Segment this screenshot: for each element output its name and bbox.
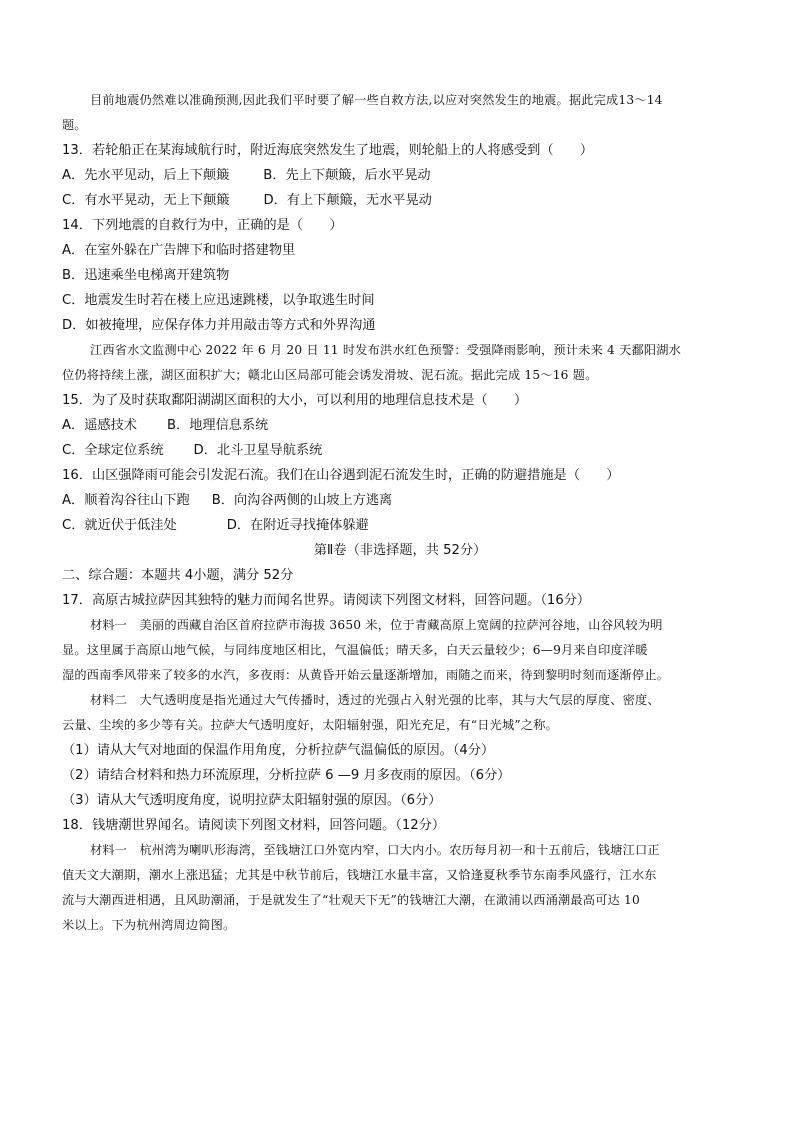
q13-options-ab xyxy=(62,163,738,188)
intro-15-16-line2: 位仍将持续上涨，湖区面积扩大；赣北山区局部可能会诱发滑坡、泥石流。据此完成 15～16 题。 xyxy=(62,368,598,382)
intro-13-14-line2: 题。 xyxy=(62,118,87,132)
q14-option-b: B．迅速乘坐电梯离开建筑物 xyxy=(62,268,230,283)
q18-material1-line4: 米以上。下为杭州湾周边简图。 xyxy=(62,918,236,932)
q17-stem: 17．高原古城拉萨因其独特的魅力而闻名世界。请阅读下列图文材料，回答问题。（16分） xyxy=(62,593,591,608)
q18-stem: 18．钱塘潮世界闻名。请阅读下列图文材料，回答问题。（12分） xyxy=(62,818,446,833)
q15-option-c: C．全球定位系统 xyxy=(62,443,164,458)
q16-option-b: B．向沟谷两侧的山坡上方逃离 xyxy=(211,493,393,508)
q17-subquestion-2: （2）请结合材料和热力环流原理，分析拉萨 6 —9 月多夜雨的原因。（6分） xyxy=(62,768,511,783)
q16-option-c: C．就近伏于低洼处 xyxy=(62,518,177,533)
intro-13-14-line1: 目前地震仍然难以准确预测,因此我们平时要了解一些自救方法,以应对突然发生的地震。据此完成13～14 xyxy=(90,93,663,107)
q16-option-d: D．在附近寻找掩体躲避 xyxy=(226,518,369,533)
section2-title: 第Ⅱ卷（非选择题，共 52分） xyxy=(313,543,487,558)
q15-options-ab xyxy=(62,413,738,438)
q14-stem: 14．下列地震的自救行为中，正确的是（ ） xyxy=(62,218,343,233)
q13-option-b: B．先上下颠簸，后水平晃动 xyxy=(263,168,431,183)
q15-option-a: A．遥感技术 xyxy=(62,418,137,433)
q15-option-b: B．地理信息系统 xyxy=(166,418,269,433)
q14-option-d: D．如被掩埋，应保存体力并用敲击等方式和外界沟通 xyxy=(62,318,376,333)
q13-option-c: C．有水平晃动，无上下颠簸 xyxy=(62,193,230,208)
q16-options-ab xyxy=(62,488,738,513)
q17-material1-line1: 材料一 美丽的西藏自治区首府拉萨市海拔 3650 米，位于青藏高原上宽阔的拉萨河谷地，山谷风较为明 xyxy=(90,618,663,632)
q13-option-a: A．先水平见动，后上下颠簸 xyxy=(62,168,230,183)
q17-subquestion-3: （3）请从大气透明度角度，说明拉萨太阳辐射强的原因。（6分） xyxy=(62,793,442,808)
q18-material1-line1: 材料一 杭州湾为喇叭形海湾，至钱塘江口外宽内窄，口大内小。农历每月初一和十五前后，钱塘江口正 xyxy=(90,843,660,857)
q15-stem: 15．为了及时获取鄱阳湖湖区面积的大小，可以利用的地理信息技术是（ ） xyxy=(62,393,528,408)
q17-material2-line2: 云量、尘埃的多少等有关。拉萨大气透明度好，太阳辐射强，阳光充足，有“日光城”之称。 xyxy=(62,718,558,732)
q13-stem: 13．若轮船正在某海域航行时，附近海底突然发生了地震，则轮船上的人将感受到（ ） xyxy=(62,143,594,158)
intro-15-16-line1: 江西省水文监测中心 2022 年 6 月 20 日 11 时发布洪水红色预警：受强降雨影响，预计未来 4 天鄱阳湖水 xyxy=(90,343,682,357)
q14-option-a: A．在室外躲在广告牌下和临时搭建物里 xyxy=(62,243,296,258)
q13-option-d: D．有上下颠簸，无水平晃动 xyxy=(263,193,432,208)
q14-option-c: C．地震发生时若在楼上应迅速跳楼，以争取逃生时间 xyxy=(62,293,375,308)
q16-option-a: A．顺着沟谷往山下跑 xyxy=(62,493,190,508)
q17-material2-line1: 材料二 大气透明度是指光通过大气传播时，透过的光强占入射光强的比率，其与大气层的厚度、密度、 xyxy=(90,693,660,707)
q18-material1-line2: 值天文大潮期，潮水上涨迅猛；尤其是中秋节前后，钱塘江水量丰富，又恰逢夏秋季节东南季风盛行，江水东 xyxy=(62,868,657,882)
q18-material1-line3: 流与大潮西进相遇，且风助潮涌，于是就发生了“壮观天下无”的钱塘江大潮，在澉浦以西涌潮最高可达 10 xyxy=(62,893,640,907)
q16-stem: 16．山区强降雨可能会引发泥石流。我们在山谷遇到泥石流发生时，正确的防避措施是（ ） xyxy=(62,468,620,483)
section2-header: 二、综合题：本题共 4小题，满分 52分 xyxy=(62,568,294,583)
q17-material1-line3: 湿的西南季风带来了较多的水汽，多夜雨：从黄昏开始云量逐渐增加，雨随之而来，待到黎明时刻而逐渐停止。 xyxy=(62,668,669,682)
q17-subquestion-1: （1）请从大气对地面的保温作用角度，分析拉萨气温偏低的原因。（4分） xyxy=(62,743,495,758)
q16-options-cd xyxy=(62,513,738,538)
q13-options-cd xyxy=(62,188,738,213)
q15-option-d: D．北斗卫星导航系统 xyxy=(193,443,323,458)
q17-material1-line2: 显。这里属于高原山地气候，与同纬度地区相比，气温偏低；晴天多，白天云量较少；6—9月来自印度洋暖 xyxy=(62,643,648,657)
q15-options-cd xyxy=(62,438,738,463)
